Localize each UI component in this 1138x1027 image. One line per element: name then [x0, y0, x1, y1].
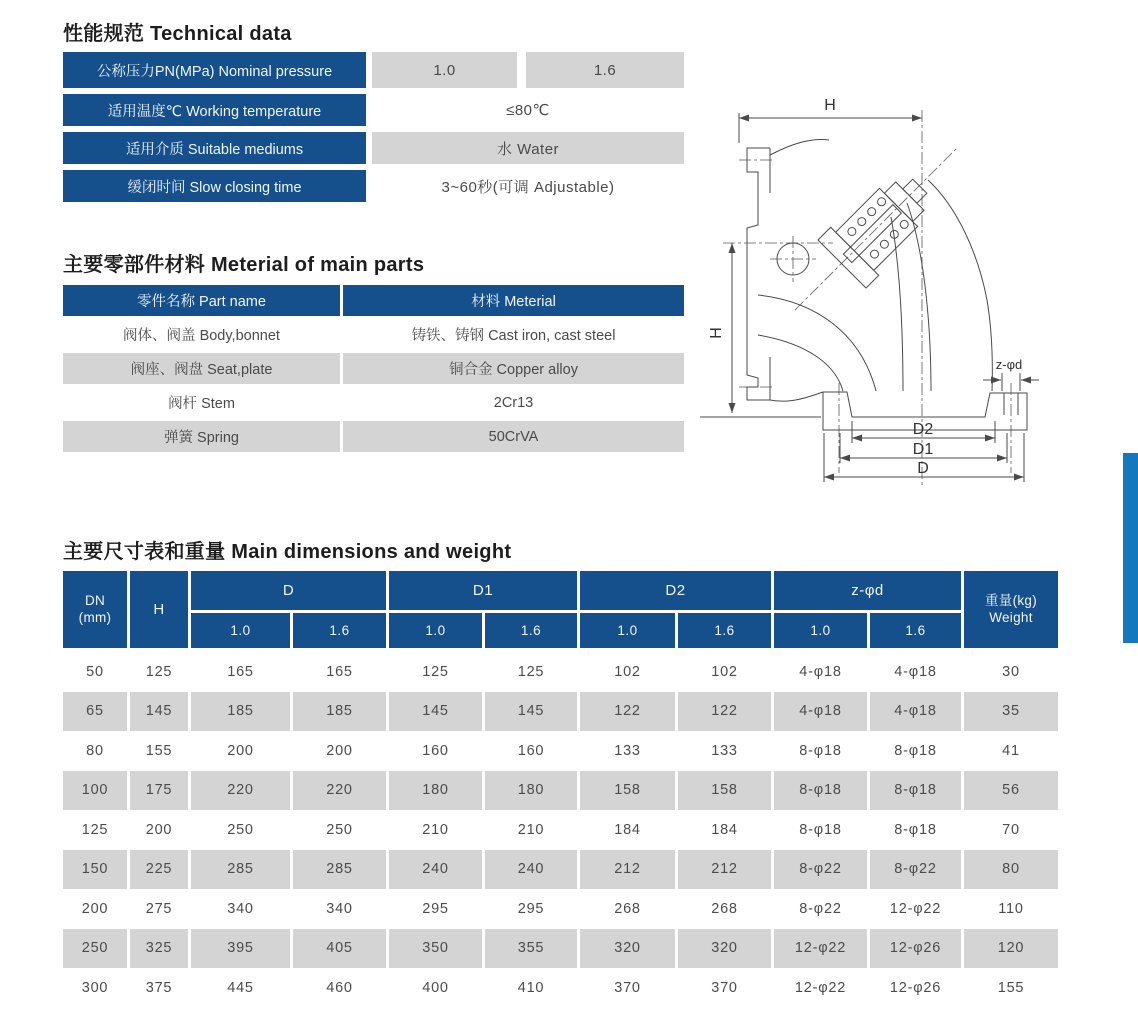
dimensions-table-cell: 155 [145, 742, 173, 759]
dimensions-table-cell: 8-φ22 [799, 900, 842, 917]
pressure-value-cell: 1.0 [372, 52, 517, 88]
valve-stem [843, 205, 901, 263]
closing-time-value-cell: 3~60秒(可调 Adjustable) [441, 178, 615, 196]
dimensions-table-row [63, 652, 1058, 692]
dimensions-table-row [63, 929, 1058, 969]
dimensions-table-cell: 300 [81, 979, 109, 996]
dimensions-table-cell: 395 [191, 929, 290, 969]
medium-value-cell: 水 Water [372, 132, 684, 164]
temperature-value-cell: ≤80℃ [506, 102, 550, 119]
dimensions-table-cell: 120 [964, 929, 1058, 969]
dimensions-table-row [63, 771, 1058, 811]
table-row [63, 319, 684, 350]
dimensions-table-cell: 185 [293, 692, 386, 732]
dimensions-table-cell: 410 [517, 979, 545, 996]
dimensions-table-row [63, 692, 1058, 732]
dimensions-table-cell: 210 [422, 821, 449, 838]
dimension-label-z-phi-d: z-φd [995, 357, 1023, 372]
body-bottom-left-curve [770, 392, 823, 401]
dimensions-table-cell: 80 [964, 850, 1058, 890]
header-pn: 1.0 [389, 613, 482, 648]
dimensions-table-cell: 460 [326, 979, 353, 996]
dimensions-table-cell: 295 [422, 900, 449, 917]
material-cell: 铸铁、铸钢 Cast iron, cast steel [411, 328, 616, 344]
part-name-header: 零件名称 Part name [63, 285, 340, 316]
dimensions-table-cell: 184 [711, 821, 738, 838]
part-name-cell: 阀杆 Stem [168, 396, 235, 412]
dimensions-table-cell: 158 [678, 771, 771, 811]
inner-channel-curve [758, 335, 843, 391]
dimensions-table-cell: 250 [63, 929, 127, 969]
dimensions-table-cell: 8-φ18 [894, 742, 937, 759]
dimensions-table-cell: 158 [580, 771, 675, 811]
dimensions-table-cell: 200 [145, 821, 173, 838]
dimensions-title: 主要尺寸表和重量 Main dimensions and weight [63, 541, 512, 563]
dimensions-table-cell: 184 [614, 821, 641, 838]
dimensions-table-cell: 320 [580, 929, 675, 969]
materials-header-row [63, 285, 684, 316]
outlet-wall-curve [907, 203, 931, 391]
header-group-z-phi-d: z-φd [774, 571, 961, 610]
dimensions-table-cell: 12-φ22 [794, 979, 847, 996]
dimensions-table-cell: 200 [326, 742, 353, 759]
header-dn-line2: (mm) [78, 609, 112, 625]
adjust-nut [903, 179, 927, 203]
dimensions-table-cell: 285 [293, 850, 386, 890]
dimensions-table-cell: 220 [191, 771, 290, 811]
header-dn-line1: DN [84, 593, 106, 609]
technical-data-title: 性能规范 Technical data [63, 23, 292, 45]
dimensions-table-cell: 133 [711, 742, 738, 759]
header-weight [964, 571, 1058, 648]
table-row [63, 353, 684, 384]
dimensions-table-cell: 275 [145, 900, 173, 917]
dimensions-table-cell: 160 [422, 742, 449, 759]
body-right-curve [928, 180, 992, 391]
header-pn: 1.0 [774, 613, 867, 648]
header-pn: 1.6 [678, 613, 771, 648]
dimensions-table-cell: 325 [130, 929, 188, 969]
dimensions-table-cell: 268 [614, 900, 641, 917]
material-cell: 铜合金 Copper alloy [343, 353, 684, 384]
dimensions-table-cell: 122 [580, 692, 675, 732]
dimensions-table-cell: 8-φ18 [799, 742, 842, 759]
dimensions-table-cell: 125 [517, 663, 545, 680]
dimensions-table-cell: 56 [964, 771, 1058, 811]
bonnet-centerline [795, 148, 957, 310]
inlet-flange-outline [747, 148, 770, 400]
spring-coil [899, 219, 910, 230]
dimensions-table-cell: 110 [998, 900, 1024, 917]
spring-coil [869, 248, 880, 259]
dimensions-table [63, 571, 1058, 1008]
dimensions-table-cell: 340 [227, 900, 254, 917]
header-group-d: D [191, 571, 386, 610]
dimensions-table-cell: 250 [227, 821, 254, 838]
dimensions-table-cell: 220 [293, 771, 386, 811]
dimensions-table-cell: 320 [678, 929, 771, 969]
material-header: 材料 Meterial [343, 285, 684, 316]
dimensions-table-cell: 8-φ18 [774, 771, 867, 811]
page-edge-tab [1123, 453, 1138, 643]
row-label-suitable-mediums: 适用介质 Suitable mediums [63, 132, 366, 164]
dimensions-table-cell: 200 [81, 900, 109, 917]
part-name-cell: 弹簧 Spring [63, 421, 340, 452]
spring-coil [856, 216, 867, 227]
dimensions-table-cell: 160 [517, 742, 545, 759]
dimensions-table-cell: 400 [422, 979, 449, 996]
bonnet-flange [818, 227, 879, 288]
header-pn: 1.6 [485, 613, 577, 648]
materials-table [63, 285, 684, 455]
dimensions-table-cell: 65 [63, 692, 127, 732]
dimensions-table-cell: 145 [389, 692, 482, 732]
dimensions-table-cell: 150 [63, 850, 127, 890]
row-label-slow-closing-time: 缓闭时间 Slow closing time [63, 170, 366, 202]
table-row [63, 52, 684, 88]
spring-coil [876, 196, 887, 207]
dimensions-table-cell: 295 [517, 900, 545, 917]
header-pn: 1.6 [870, 613, 961, 648]
dimensions-table-cell: 30 [1002, 663, 1020, 680]
dimensions-table-cell: 102 [614, 663, 641, 680]
dimensions-table-cell: 165 [326, 663, 353, 680]
dimensions-table-cell: 250 [326, 821, 353, 838]
header-pn: 1.0 [580, 613, 675, 648]
dimensions-table-cell: 268 [711, 900, 738, 917]
dimensions-table-cell: 70 [1002, 821, 1020, 838]
dimensions-table-cell: 8-φ22 [870, 850, 961, 890]
table-row [63, 94, 684, 126]
bonnet-assembly [818, 162, 944, 288]
dimensions-table-cell: 41 [1002, 742, 1020, 759]
dimensions-table-header [63, 571, 1058, 648]
dimensions-table-cell: 35 [964, 692, 1058, 732]
dimensions-table-cell: 122 [678, 692, 771, 732]
dimension-label-d2: D2 [912, 421, 934, 438]
material-cell: 50CrVA [343, 421, 684, 452]
dimensions-table-cell: 8-φ18 [870, 771, 961, 811]
dimensions-table-cell: 375 [145, 979, 173, 996]
dimensions-table-cell: 4-φ18 [870, 692, 961, 732]
header-dn [63, 571, 127, 648]
header-pn: 1.6 [293, 613, 386, 648]
dimensions-table-cell: 145 [130, 692, 188, 732]
dimensions-table-cell: 12-φ26 [889, 979, 942, 996]
dimensions-table-cell: 175 [130, 771, 188, 811]
dimension-label-d: D [917, 460, 929, 477]
dimensions-table-row [63, 731, 1058, 771]
header-group-d1: D1 [389, 571, 577, 610]
dimensions-table-cell: 102 [711, 663, 738, 680]
dimensions-table-cell: 8-φ18 [894, 821, 937, 838]
dimensions-table-cell: 370 [711, 979, 738, 996]
material-cell: 2Cr13 [493, 394, 534, 411]
dimension-label-d1: D1 [912, 441, 934, 458]
dimensions-table-cell: 8-φ22 [774, 850, 867, 890]
dimensions-table-cell: 240 [389, 850, 482, 890]
dimensions-table-cell: 165 [227, 663, 254, 680]
dimensions-table-row [63, 889, 1058, 929]
dimensions-table-cell: 355 [485, 929, 577, 969]
dimensions-table-cell: 133 [614, 742, 641, 759]
dimensions-table-cell: 405 [293, 929, 386, 969]
dimensions-table-cell: 180 [485, 771, 577, 811]
dimensions-table-cell: 100 [63, 771, 127, 811]
dimensions-table-body [63, 652, 1058, 1008]
spring-coil [879, 239, 890, 250]
spring-coil [866, 206, 877, 217]
pressure-value-cell: 1.6 [526, 52, 684, 88]
dimensions-table-cell: 8-φ18 [799, 821, 842, 838]
inner-channel-curve [758, 295, 876, 391]
part-name-cell: 阀体、阀盖 Body,bonnet [123, 328, 280, 344]
materials-title: 主要零部件材料 Meterial of main parts [63, 254, 425, 276]
header-weight-line2: Weight [989, 609, 1033, 625]
table-row [63, 170, 684, 202]
dimensions-table-row [63, 810, 1058, 850]
dimensions-table-cell: 125 [145, 663, 173, 680]
table-row [63, 387, 684, 418]
dimensions-table-cell: 240 [485, 850, 577, 890]
header-pn: 1.0 [191, 613, 290, 648]
table-row [63, 132, 684, 164]
dimensions-table-cell: 210 [517, 821, 545, 838]
dimensions-table-cell: 125 [422, 663, 449, 680]
dimensions-table-cell: 145 [485, 692, 577, 732]
dimensions-table-cell: 445 [227, 979, 254, 996]
row-label-nominal-pressure: 公称压力PN(MPa) Nominal pressure [63, 52, 366, 88]
dimensions-table-cell: 4-φ18 [774, 692, 867, 732]
dimensions-table-cell: 4-φ18 [894, 663, 937, 680]
dimensions-table-cell: 212 [678, 850, 771, 890]
dimension-label-h-top: H [824, 97, 836, 114]
part-name-cell: 阀座、阀盘 Seat,plate [63, 353, 340, 384]
dimensions-table-cell: 185 [191, 692, 290, 732]
technical-data-table [63, 52, 684, 208]
dimensions-table-cell: 4-φ18 [799, 663, 842, 680]
spring-coil [846, 226, 857, 237]
dimensions-table-cell: 50 [86, 663, 104, 680]
dimensions-table-cell: 225 [130, 850, 188, 890]
dimensions-table-cell: 285 [191, 850, 290, 890]
header-weight-line1: 重量(kg) [984, 593, 1038, 609]
header-group-d2: D2 [580, 571, 771, 610]
dimensions-table-cell: 12-φ22 [889, 900, 942, 917]
dimensions-table-cell: 350 [389, 929, 482, 969]
dimensions-table-cell: 125 [81, 821, 109, 838]
dimensions-table-cell: 370 [614, 979, 641, 996]
dimensions-table-cell: 80 [86, 742, 104, 759]
dimensions-table-cell: 155 [997, 979, 1025, 996]
dimensions-table-cell: 212 [580, 850, 675, 890]
dimensions-table-row [63, 968, 1058, 1008]
dimensions-table-row [63, 850, 1058, 890]
dimension-label-h-left: H [708, 327, 725, 339]
table-row [63, 421, 684, 452]
dimensions-table-cell: 340 [326, 900, 353, 917]
row-label-working-temperature: 适用温度℃ Working temperature [63, 94, 366, 126]
dimensions-table-cell: 12-φ22 [774, 929, 867, 969]
dimensions-table-cell: 180 [389, 771, 482, 811]
valve-cross-section-drawing [695, 85, 1138, 505]
dimensions-table-cell: 200 [227, 742, 254, 759]
body-top-curve [770, 140, 829, 155]
dimensions-table-cell: 12-φ26 [870, 929, 961, 969]
header-h: H [130, 571, 188, 648]
